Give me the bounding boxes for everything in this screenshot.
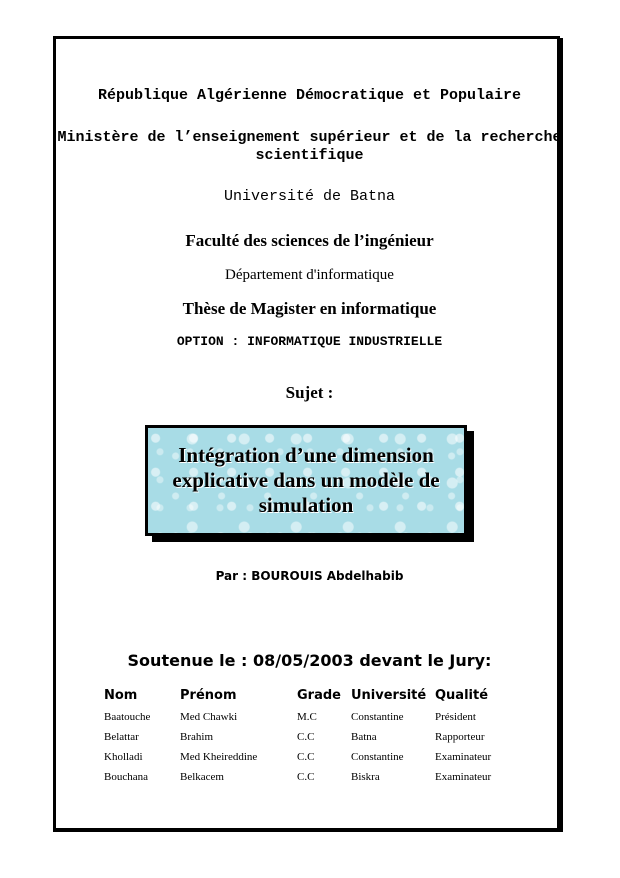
jury-cell-prenom: Med Chawki xyxy=(180,711,238,723)
subject-box xyxy=(145,425,467,536)
defense-line: Soutenue le : 08/05/2003 devant le Jury: xyxy=(127,651,492,670)
jury-cell-grade: C.C xyxy=(297,751,315,763)
jury-cell-universite: Batna xyxy=(351,731,377,743)
republique-heading: République Algérienne Démocratique et Populaire xyxy=(97,87,522,104)
jury-header-grade: Grade xyxy=(297,688,341,703)
jury-cell-qualite: Examinateur xyxy=(435,771,492,783)
jury-cell-qualite: Président xyxy=(435,711,476,723)
jury-cell-qualite: Examinateur xyxy=(435,751,492,763)
jury-cell-universite: Biskra xyxy=(351,771,380,783)
ministere-heading: Ministère de l’enseignement supérieur et de la recherche scientifique xyxy=(57,129,562,164)
jury-header-row xyxy=(104,688,515,707)
jury-cell-universite: Constantine xyxy=(351,751,404,763)
jury-header-prenom: Prénom xyxy=(180,688,237,703)
jury-table xyxy=(104,688,515,787)
jury-cell-universite: Constantine xyxy=(351,711,404,723)
these-title: Thèse de Magister en informatique xyxy=(182,299,437,318)
jury-cell-grade: C.C xyxy=(297,731,315,743)
author-line: Par : BOUROUIS Abdelhabib xyxy=(215,569,404,583)
universite-name: Université de Batna xyxy=(223,188,396,205)
jury-header-qualite: Qualité xyxy=(435,688,489,703)
jury-cell-prenom: Med Kheireddine xyxy=(180,751,258,763)
jury-cell-qualite: Rapporteur xyxy=(435,731,485,743)
jury-row xyxy=(104,727,515,747)
jury-cell-prenom: Brahim xyxy=(180,731,213,743)
faculte-name: Faculté des sciences de l’ingénieur xyxy=(185,231,434,250)
jury-cell-grade: M.C xyxy=(297,711,317,723)
jury-cell-prenom: Belkacem xyxy=(180,771,224,783)
jury-cell-nom: Belattar xyxy=(104,731,139,743)
sujet-label: Sujet : xyxy=(285,383,334,402)
jury-row xyxy=(104,767,515,787)
jury-row xyxy=(104,707,515,727)
jury-cell-nom: Baatouche xyxy=(104,711,151,723)
option-line: OPTION : INFORMATIQUE INDUSTRIELLE xyxy=(176,334,443,349)
jury-row xyxy=(104,747,515,767)
subject-title: Intégration d’une dimension explicative dans un modèle de simulation xyxy=(172,443,440,517)
jury-cell-nom: Kholladi xyxy=(104,751,143,763)
jury-cell-nom: Bouchana xyxy=(104,771,148,783)
page-border-shadow-bottom xyxy=(55,828,563,832)
jury-cell-grade: C.C xyxy=(297,771,315,783)
jury-header-nom: Nom xyxy=(104,688,138,703)
jury-header-universite: Université xyxy=(351,688,427,703)
departement-name: Département d'informatique xyxy=(225,267,394,283)
